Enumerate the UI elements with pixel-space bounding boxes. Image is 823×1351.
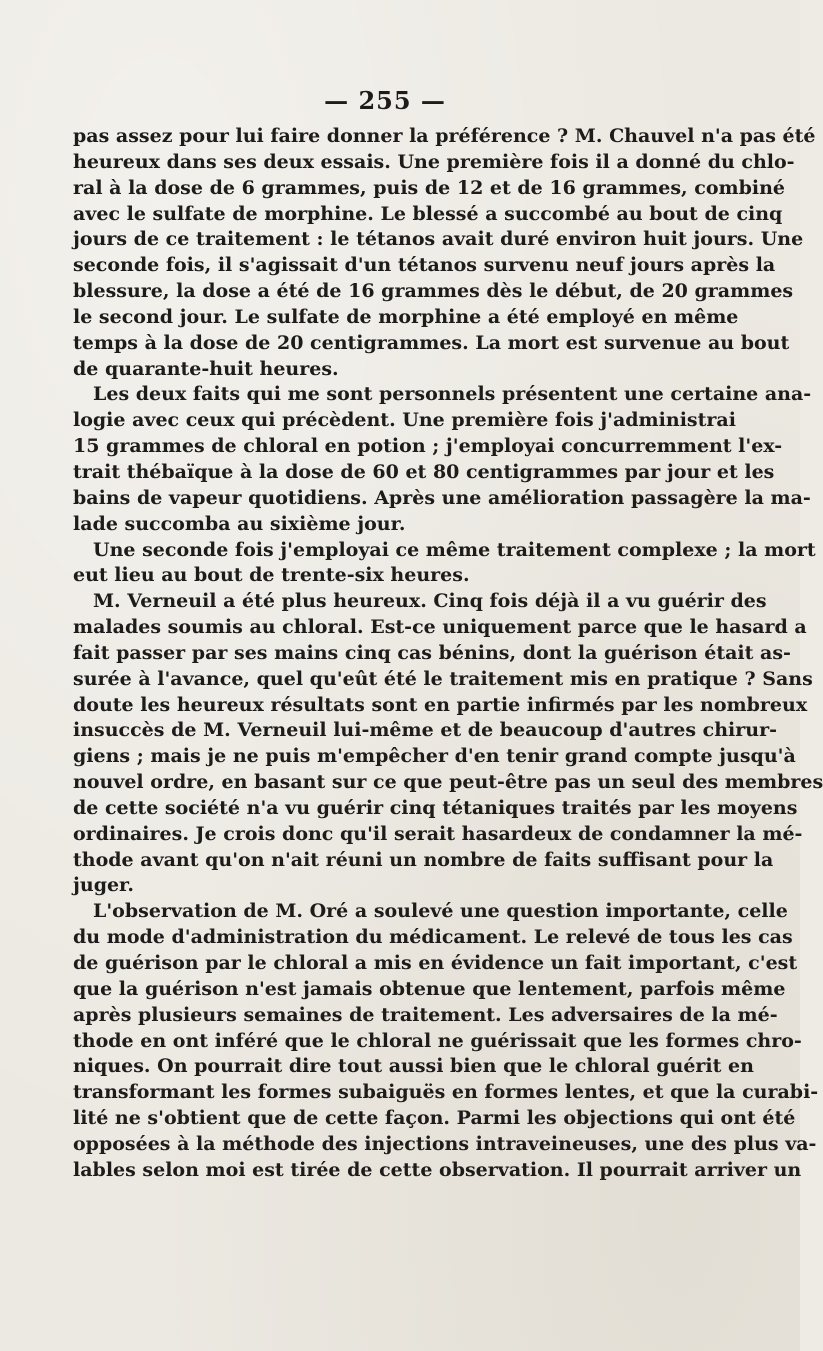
text-line: de cette société n'a vu guérir cinq tétaniques traités par les moyens: [73, 796, 798, 819]
text-line: fait passer par ses mains cinq cas bénins, dont la guérison était as-: [73, 641, 791, 664]
text-line: logie avec ceux qui précèdent. Une première fois j'administrai: [73, 409, 736, 432]
text-line: de guérison par le chloral a mis en évidence un fait important, c'est: [73, 952, 798, 974]
body-text: [73, 124, 823, 1184]
text-line: seconde fois, il s'agissait d'un tétanos survenu neuf jours après la: [73, 254, 776, 277]
text-line: du mode d'administration du médicament. Le relevé de tous les cas: [73, 926, 793, 949]
text-line: le second jour. Le sulfate de morphine a été employé en même: [73, 305, 739, 328]
text-line: blessure, la dose a été de 16 grammes dès le début, de 20 grammes: [73, 280, 794, 303]
text-line: heureux dans ses deux essais. Une première fois il a donné du chlo-: [73, 150, 795, 173]
text-line: bains de vapeur quotidiens. Après une amélioration passagère la ma-: [73, 486, 811, 509]
text-line: thode en ont inféré que le chloral ne guérissait que les formes chro-: [73, 1029, 802, 1052]
text-line: après plusieurs semaines de traitement. Les adversaires de la mé-: [73, 1003, 778, 1026]
text-line: giens ; mais je ne puis m'empêcher d'en tenir grand compte jusqu'à: [73, 745, 796, 768]
text-line: M. Verneuil a été plus heureux. Cinq fois déjà il a vu guérir des: [93, 590, 767, 613]
text-line: temps à la dose de 20 centigrammes. La mort est survenue au bout: [73, 331, 790, 354]
text-line: ral à la dose de 6 grammes, puis de 12 et de 16 grammes, combiné: [73, 176, 786, 199]
text-line: que la guérison n'est jamais obtenue que lentement, parfois même: [73, 977, 786, 1000]
text-line: eut lieu au bout de trente-six heures.: [73, 564, 470, 587]
text-line: jours de ce traitement : le tétanos avait duré environ huit jours. Une: [73, 228, 804, 251]
text-line: de quarante-huit heures.: [73, 357, 339, 380]
text-line: doute les heureux résultats sont en partie infirmés par les nombreux: [73, 693, 808, 716]
text-line: Les deux faits qui me sont personnels présentent une certaine ana-: [93, 383, 812, 406]
text-line: surée à l'avance, quel qu'eût été le traitement mis en pratique ? Sans: [73, 667, 813, 690]
text-line: malades soumis au chloral. Est-ce uniquement parce que le hasard a: [73, 616, 807, 639]
text-line: nouvel ordre, en basant sur ce que peut-être pas un seul des membres: [73, 771, 823, 794]
text-line: 15 grammes de chloral en potion ; j'employai concurremment l'ex-: [73, 435, 783, 458]
page-number: — 255 —: [324, 86, 446, 115]
text-line: insuccès de M. Verneuil lui-même et de beaucoup d'autres chirur-: [73, 719, 777, 742]
text-line: lité ne s'obtient que de cette façon. Parmi les objections qui ont été: [73, 1107, 796, 1130]
text-line: lables selon moi est tirée de cette observation. Il pourrait arriver un: [73, 1158, 802, 1181]
text-line: avec le sulfate de morphine. Le blessé a succombé au bout de cinq: [73, 202, 783, 225]
text-line: juger.: [73, 874, 134, 897]
text-line: trait thébaïque à la dose de 60 et 80 centigrammes par jour et les: [73, 460, 775, 483]
text-line: Une seconde fois j'employai ce même traitement complexe ; la mort: [93, 538, 816, 561]
text-line: ordinaires. Je crois donc qu'il serait hasardeux de condamner la mé-: [73, 822, 803, 845]
text-line: L'observation de M. Oré a soulevé une question importante, celle: [93, 900, 788, 923]
text-line: lade succomba au sixième jour.: [73, 512, 406, 535]
text-line: pas assez pour lui faire donner la préférence ? M. Chauvel n'a pas été: [73, 125, 816, 147]
text-line: niques. On pourrait dire tout aussi bien que le chloral guérit en: [73, 1055, 754, 1078]
text-line: opposées à la méthode des injections intraveineuses, une des plus va-: [73, 1132, 817, 1155]
text-line: thode avant qu'on n'ait réuni un nombre de faits suffisant pour la: [73, 848, 774, 871]
text-line: transformant les formes subaiguës en formes lentes, et que la curabi-: [73, 1081, 819, 1104]
